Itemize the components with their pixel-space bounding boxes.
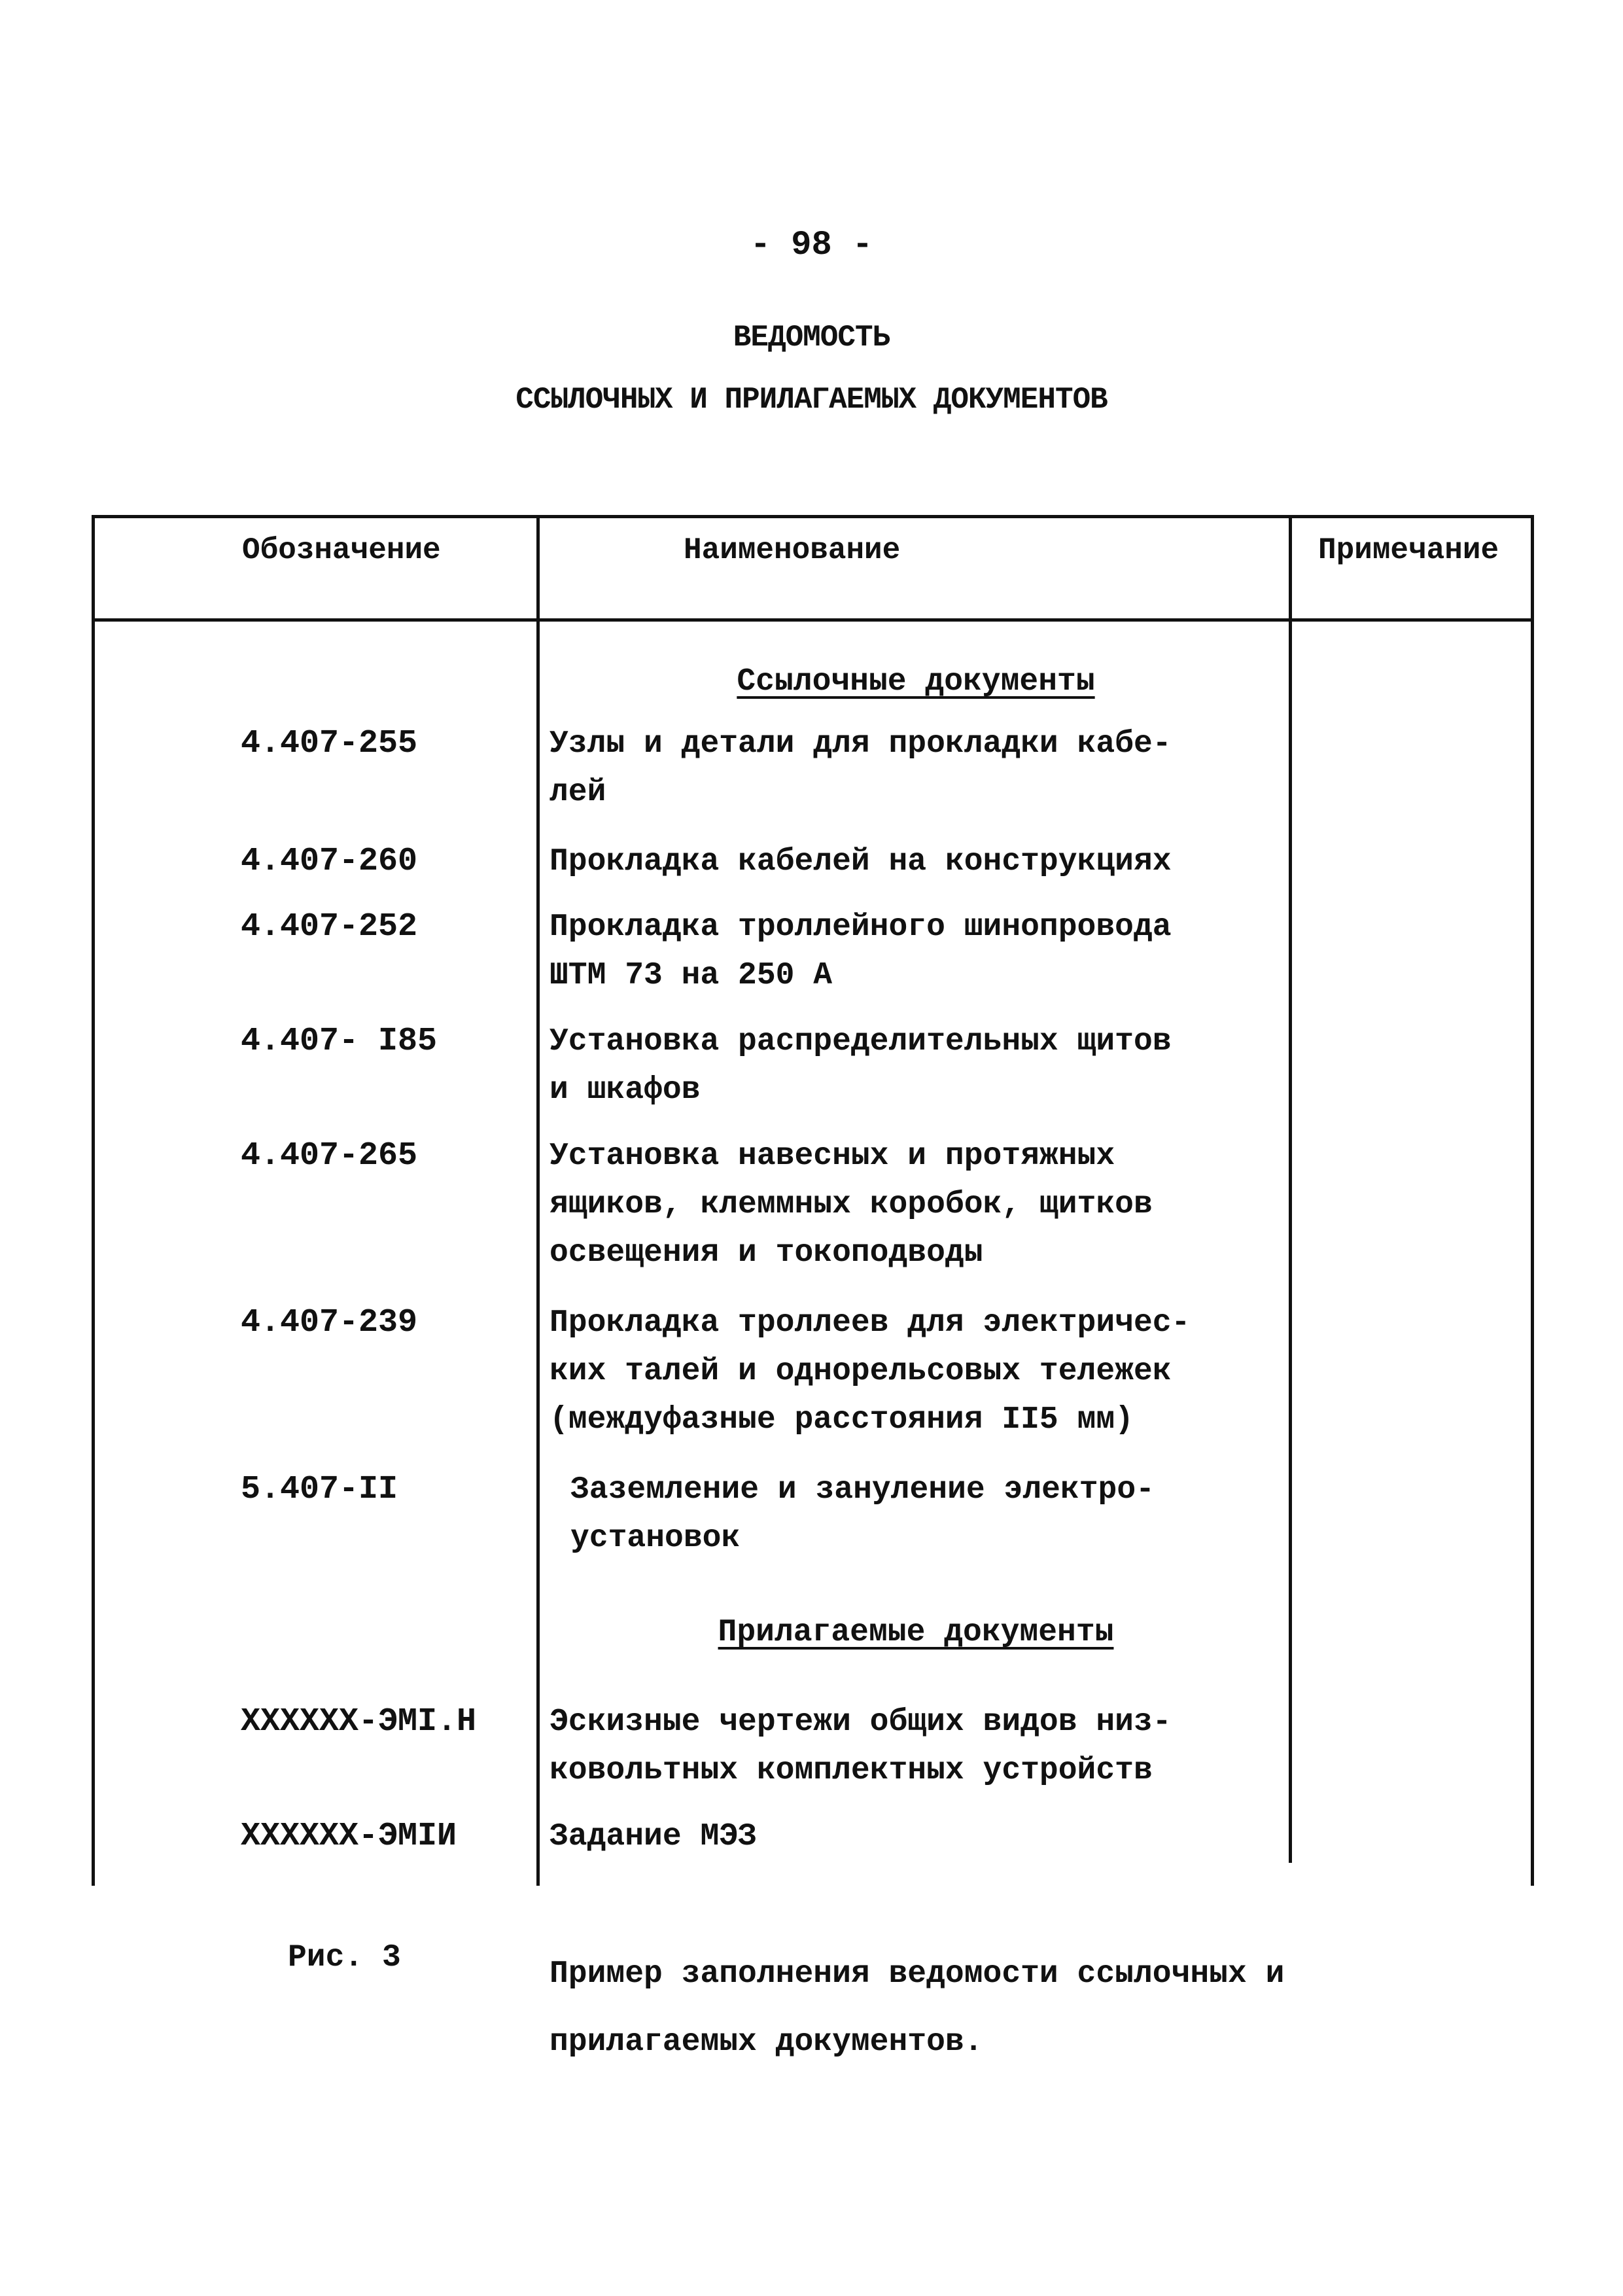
row-name-line: (междуфазные расстояния II5 мм)	[550, 1402, 1134, 1438]
row-name	[550, 1132, 1282, 1277]
figure-caption-line: Пример заполнения ведомости ссылочных и	[550, 1956, 1285, 1992]
row-code: XXXXXX-ЭMI.H	[241, 1703, 477, 1740]
row-code: 4.407- I85	[241, 1023, 438, 1060]
row-name-line: ких талей и однорельсовых тележек	[550, 1354, 1172, 1389]
row-code: 4.407-265	[241, 1137, 418, 1174]
table-column-divider-2	[1289, 515, 1292, 1863]
document-title-line-2: ССЫЛОЧНЫХ И ПРИЛАГАЕМЫХ ДОКУМЕНТОВ	[515, 383, 1108, 417]
row-name-line: Прокладка кабелей на конструкциях	[550, 844, 1172, 879]
section-heading-reference	[540, 664, 1292, 699]
row-name-line: Задание МЭЗ	[550, 1819, 757, 1854]
row-name-line: освещения и токоподводы	[550, 1235, 983, 1271]
table-column-divider-1	[536, 515, 540, 1886]
figure-caption	[550, 1940, 1284, 2076]
row-code: XXXXXX-ЭMIИ	[241, 1818, 457, 1855]
column-header-name: Наименование	[684, 533, 901, 567]
figure-label: Рис. 3	[288, 1940, 401, 1975]
row-name-line: Заземление и зануление электро-	[570, 1472, 1155, 1508]
row-name	[550, 1299, 1282, 1444]
row-name-line: ящиков, клеммных коробок, щитков	[550, 1187, 1153, 1222]
column-header-designation: Обозначение	[242, 533, 441, 567]
row-name	[550, 838, 1282, 886]
row-code: 4.407-252	[241, 908, 418, 945]
row-name-line: Установка навесных и протяжных	[550, 1139, 1115, 1174]
table-left-border	[92, 515, 95, 1886]
row-name	[550, 1017, 1282, 1114]
section-heading-attached	[540, 1615, 1292, 1650]
row-name-line: и шкафов	[550, 1072, 701, 1108]
row-name-line: Прокладка троллеев для электричес-	[550, 1305, 1191, 1341]
row-name	[550, 903, 1282, 1000]
row-code: 4.407-255	[241, 725, 418, 762]
row-code: 5.407-II	[241, 1471, 398, 1508]
column-header-note: Примечание	[1318, 533, 1499, 567]
row-name-line: ШТМ 73 на 250 А	[550, 958, 833, 993]
row-name-line: Узлы и детали для прокладки кабе-	[550, 726, 1172, 762]
section-heading-reference-text: Ссылочные документы	[737, 664, 1095, 699]
table-top-border	[92, 515, 1534, 518]
row-name	[570, 1466, 1303, 1563]
row-name-line: ковольтных комплектных устройств	[550, 1753, 1153, 1788]
row-name	[550, 720, 1282, 817]
row-name-line: Установка распределительных щитов	[550, 1024, 1172, 1059]
row-name	[550, 1698, 1282, 1795]
page-number: - 98 -	[750, 226, 873, 264]
figure-caption-line: прилагаемых документов.	[550, 2024, 983, 2060]
section-heading-attached-text: Прилагаемые документы	[718, 1615, 1114, 1650]
row-name-line: лей	[550, 775, 606, 810]
row-name-line: Эскизные чертежи общих видов низ-	[550, 1704, 1172, 1740]
table-header-separator	[92, 618, 1534, 622]
table-right-border	[1531, 515, 1534, 1886]
row-name-line: установок	[570, 1521, 741, 1556]
row-code: 4.407-260	[241, 843, 418, 880]
row-name-line: Прокладка троллейного шинопровода	[550, 910, 1172, 945]
row-name	[550, 1812, 1282, 1861]
row-code: 4.407-239	[241, 1304, 418, 1341]
document-title-line-1: ВЕДОМОСТЬ	[733, 321, 890, 355]
